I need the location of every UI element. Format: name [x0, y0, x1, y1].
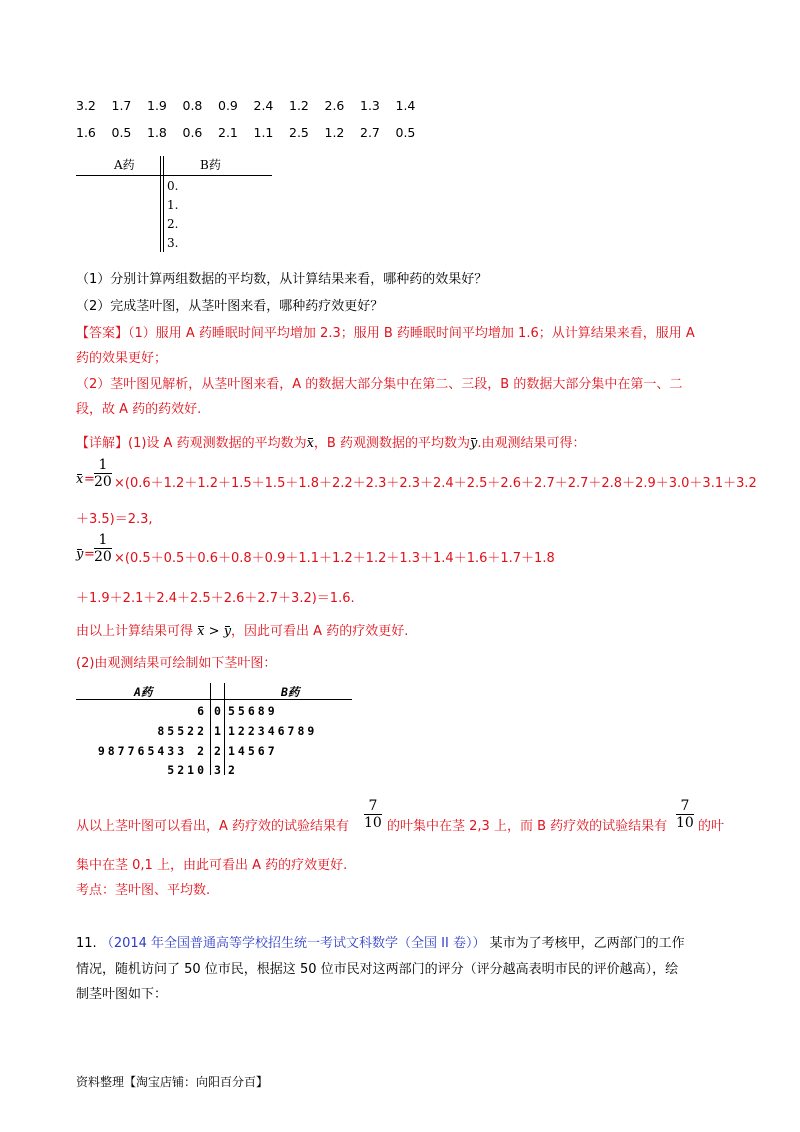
summary-text: 的叶: [698, 819, 725, 834]
stem: 3.: [167, 236, 179, 250]
value: 0.9: [218, 98, 238, 113]
value: 0.8: [182, 98, 203, 113]
divider: [76, 699, 352, 700]
answer-line: （2）茎叶图见解析，从茎叶图来看，A 的数据大部分集中在第二、三段，B 的数据大部分集中在第一、二: [76, 377, 683, 392]
value: 2.4: [253, 98, 274, 113]
stem: 0.: [167, 179, 179, 193]
question-11-line: [76, 932, 685, 951]
leaves-a: 85522: [157, 724, 207, 738]
numerator: 1: [98, 457, 108, 473]
value: 2.7: [360, 125, 380, 140]
header-b: B药: [281, 685, 300, 699]
question-text: 情况，随机访问了 50 位市民，根据这 50 位市民对这两部门的评分（评分越高表明市民的评价越高），绘: [76, 962, 679, 977]
value: 0.5: [395, 125, 416, 140]
question-2: （2）完成茎叶图，从茎叶图来看，哪种药疗效更好？: [76, 299, 384, 314]
stem: 2: [214, 744, 221, 758]
leaves-a: 6: [197, 704, 207, 718]
leaves-b: 55689: [228, 704, 278, 718]
stem: 2.: [167, 217, 179, 231]
leaves-a: 987765433 2: [97, 744, 207, 758]
fraction: [94, 457, 112, 490]
stem-leaf-chart: [76, 683, 352, 775]
y-bar: y: [469, 436, 478, 451]
header-b: B药: [200, 158, 221, 172]
value: 1.1: [253, 125, 274, 140]
summary-text: 从以上茎叶图可以看出，A 药疗效的试验结果有: [76, 819, 350, 834]
question-number: 11.: [76, 936, 97, 951]
denominator: 20: [94, 549, 112, 565]
answer-line: 段，故 A 药的药效好.: [76, 402, 202, 417]
detail-text: .由观测结果可得：: [477, 436, 586, 451]
detail-intro: [76, 432, 585, 451]
x-bar: x: [197, 624, 205, 639]
numerator: 7: [368, 798, 378, 814]
value: 1.4: [395, 98, 416, 113]
divider: [160, 156, 161, 252]
value: 1.3: [360, 98, 380, 113]
y-bar: y: [223, 624, 232, 639]
leaves-b: 122346789: [228, 724, 318, 738]
denominator: 10: [676, 815, 694, 831]
blank-stem-leaf-table: [76, 156, 272, 252]
value: 2.6: [324, 98, 345, 113]
leaves-b: 2: [228, 763, 238, 777]
numerator: 1: [98, 532, 108, 548]
x-bar: x: [76, 472, 84, 487]
summary-text: 集中在茎 0,1 上，由此可看出 A 药的疗效更好.: [76, 858, 348, 873]
stem: 0: [214, 704, 221, 718]
question-source: （2014 年全国普通高等学校招生统一考试文科数学（全国 II 卷））: [100, 936, 486, 951]
stem: 1: [214, 724, 221, 738]
divider: [210, 683, 211, 775]
footer: 资料整理【淘宝店铺：向阳百分百】: [76, 1075, 269, 1089]
value: 3.2: [76, 98, 96, 113]
greater-than: >: [208, 624, 220, 639]
value: 1.2: [324, 125, 345, 140]
value: 1.2: [289, 98, 309, 113]
fraction: [364, 798, 382, 831]
question-1: （1）分别计算两组数据的平均数，从计算结果来看，哪种药的效果好？: [76, 272, 488, 287]
numerator: 7: [680, 798, 690, 814]
fraction: [94, 532, 112, 565]
question-text: 某市为了考核甲，乙两部门的工作: [489, 936, 685, 951]
conclusion: [76, 620, 408, 639]
question-text: 制茎叶图如下：: [76, 987, 168, 1002]
x-bar: x: [306, 436, 314, 451]
x-sum: ×(0.6＋1.2＋1.2＋1.5＋1.5＋1.8＋2.2＋2.3＋2.3＋2.4＋2.5＋2.6＋2.7＋2.7＋2.8＋2.9＋3.0＋3.1＋3.2: [114, 476, 757, 491]
part-2-heading: (2)由观测结果可绘制如下茎叶图：: [76, 656, 277, 671]
stem: 3: [214, 763, 221, 777]
leaves-b: 14567: [228, 744, 278, 758]
stem: 1.: [167, 198, 179, 212]
conclusion-text: ，因此可看出 A 药的疗效更好.: [231, 624, 409, 639]
value: 1.7: [111, 98, 132, 113]
divider: [163, 156, 164, 252]
detail-text: 【详解】(1)设 A 药观测数据的平均数为: [76, 436, 307, 451]
detail-text: ，B 药观测数据的平均数为: [313, 436, 470, 451]
y-sum: ＋1.9＋2.1＋2.4＋2.5＋2.6＋2.7＋3.2)＝1.6.: [76, 591, 355, 606]
answer-line: 药的效果更好；: [76, 351, 168, 366]
keypoint: 考点：茎叶图、平均数.: [76, 883, 211, 898]
divider: [224, 683, 225, 775]
divider: [76, 175, 272, 176]
equals: =: [84, 547, 95, 562]
answer-line: 【答案】（1）服用 A 药睡眠时间平均增加 2.3；服用 B 药睡眠时间平均增加 1.6；从计算结果来看，服用 A: [76, 326, 695, 341]
fraction: [676, 798, 694, 831]
value: 2.1: [218, 125, 238, 140]
header-a: A药: [134, 685, 153, 699]
value: 1.8: [147, 125, 167, 140]
header-a: A药: [114, 158, 135, 172]
y-sum: ×(0.5＋0.5＋0.6＋0.8＋0.9＋1.1＋1.2＋1.2＋1.3＋1.4＋1.6＋1.7＋1.8: [114, 551, 555, 566]
value: 2.5: [289, 125, 309, 140]
x-sum: ＋3.5)＝2.3,: [76, 512, 153, 527]
denominator: 20: [94, 474, 112, 490]
value: 1.9: [147, 98, 167, 113]
value: 0.6: [182, 125, 203, 140]
data-row-2: [76, 125, 431, 140]
value: 0.5: [111, 125, 132, 140]
conclusion-text: 由以上计算结果可得: [76, 624, 194, 639]
data-row-1: [76, 98, 431, 113]
y-bar: y: [76, 547, 84, 562]
value: 1.6: [76, 125, 96, 140]
summary-text: 的叶集中在茎 2,3 上，而 B 药疗效的试验结果有: [387, 819, 668, 834]
denominator: 10: [364, 815, 382, 831]
leaves-a: 5210: [167, 763, 207, 777]
equals: =: [84, 472, 95, 487]
